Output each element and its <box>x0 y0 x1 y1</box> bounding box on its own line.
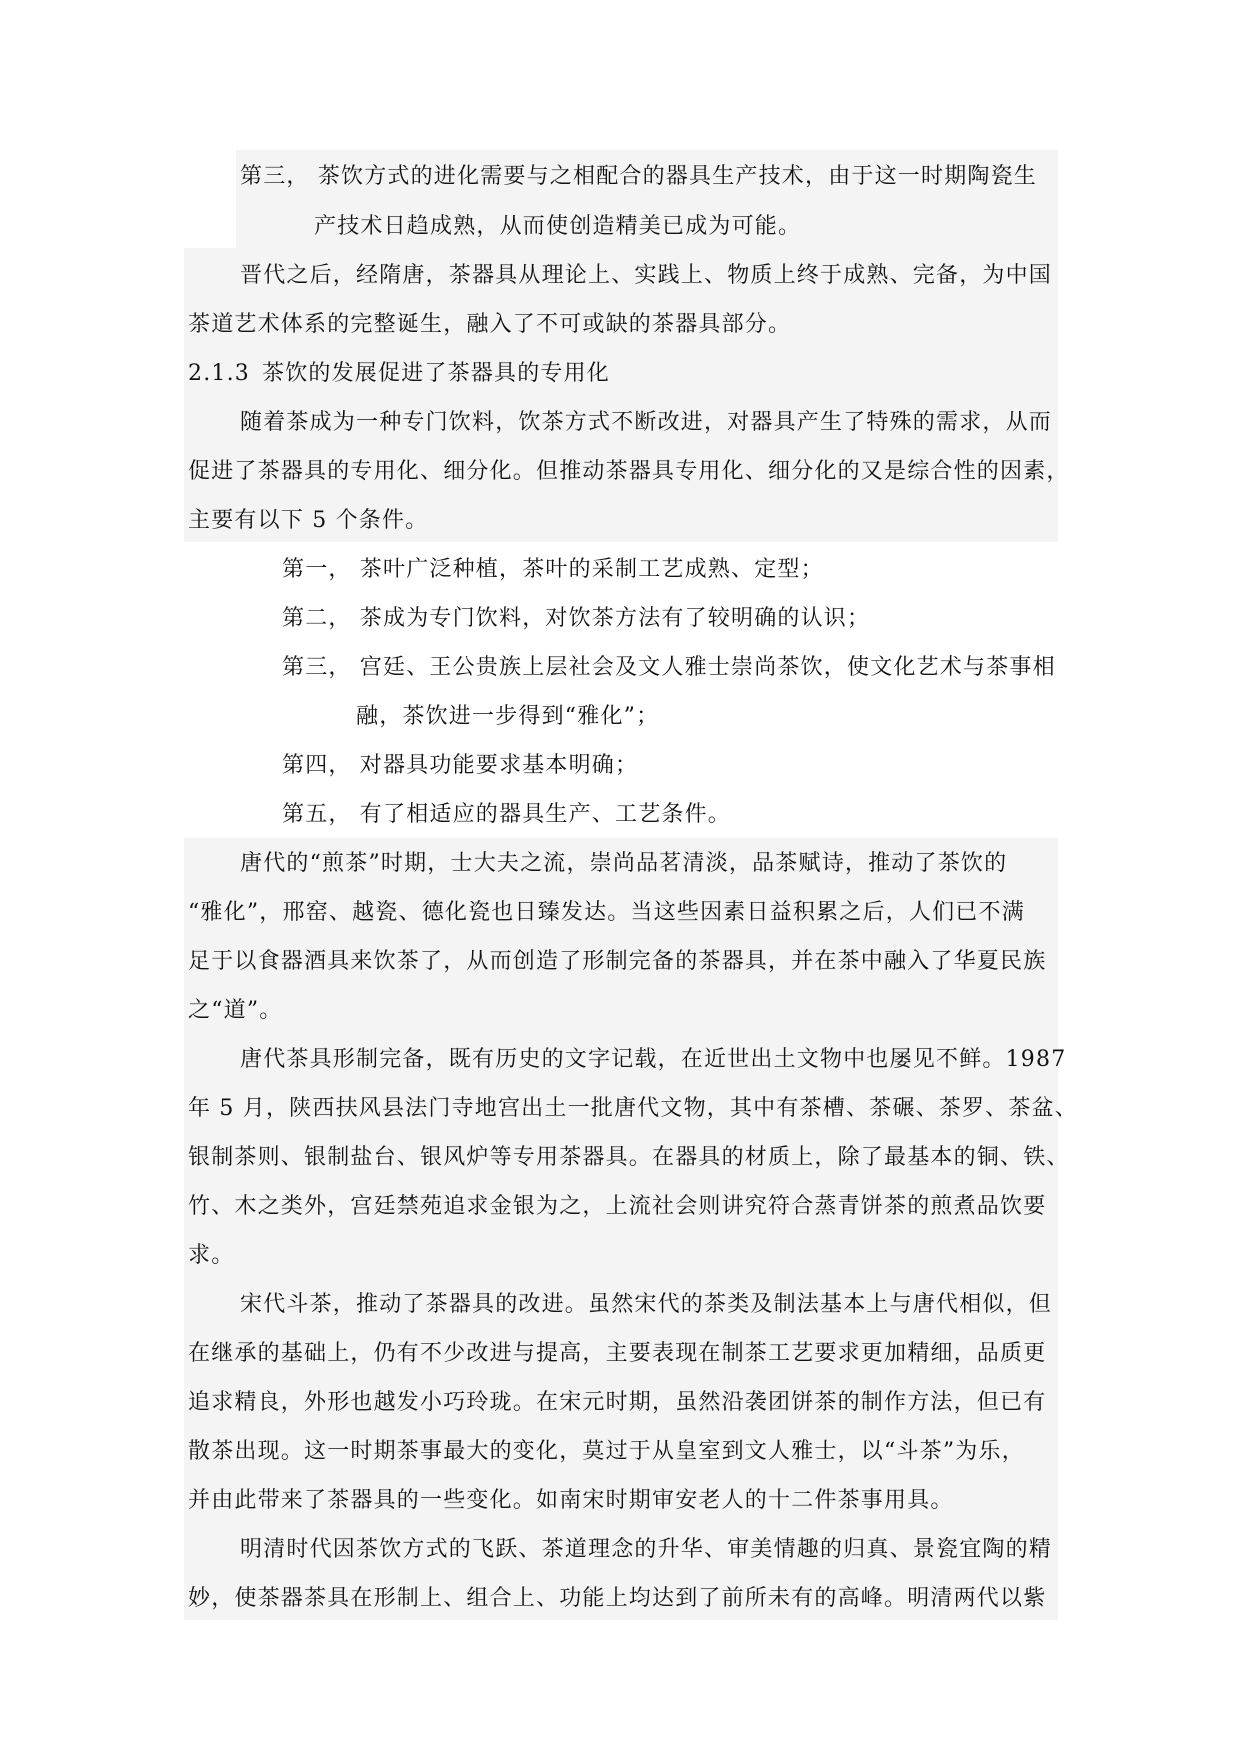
para-tang1-line-3: 足于以食器酒具来饮茶了，从而创造了形制完备的茶器具，并在茶中融入了华夏民族 <box>188 949 1047 974</box>
para-ming-line-2: 妙，使茶器茶具在形制上、组合上、功能上均达到了前所未有的高峰。明清两代以紫 <box>188 1586 1047 1611</box>
section-heading <box>188 361 610 387</box>
para-jin-line-2: 茶道艺术体系的完整诞生，融入了不可或缺的茶器具部分。 <box>188 312 792 337</box>
para-song-line-2: 在继承的基础上，仍有不少改进与提高，主要表现在制茶工艺要求更加精细，品质更 <box>188 1341 1047 1366</box>
condition-item-3-line-2: 融，茶饮进一步得到“雅化”； <box>356 704 660 729</box>
para-tang1-line-4: 之“道”。 <box>188 998 283 1023</box>
para-tang2-line-2: 年 5 月，陕西扶风县法门寺地宫出土一批唐代文物，其中有茶槽、茶碾、茶罗、茶盆、 <box>188 1096 1078 1121</box>
para-song-line-4: 散茶出现。这一时期茶事最大的变化，莫过于从皇室到文人雅士，以“斗茶”为乐， <box>188 1439 1025 1464</box>
condition-item-5: 第五， 有了相适应的器具生产、工艺条件。 <box>282 802 731 827</box>
condition-item-2: 第二， 茶成为专门饮料，对饮茶方法有了较明确的认识； <box>282 606 871 631</box>
para-song-line-5: 并由此带来了茶器具的一些变化。如南宋时期审安老人的十二件茶事用具。 <box>188 1488 954 1513</box>
intro-item-line-1: 第三， 茶饮方式的进化需要与之相配合的器具生产技术，由于这一时期陶瓷生 <box>240 164 1037 189</box>
section-number: 2.1.3 <box>188 361 250 386</box>
para-song-line-1: 宋代斗茶，推动了茶器具的改进。虽然宋代的茶类及制法基本上与唐代相似，但 <box>240 1292 1053 1317</box>
para-song-line-3: 追求精良，外形也越发小巧玲珑。在宋元时期，虽然沿袭团饼茶的制作方法，但已有 <box>188 1390 1047 1415</box>
condition-item-1: 第一， 茶叶广泛种植，茶叶的采制工艺成熟、定型； <box>282 557 824 582</box>
para-tang2-line-3: 银制茶则、银制盐台、银风炉等专用茶器具。在器具的材质上，除了最基本的铜、铁、 <box>188 1145 1070 1170</box>
para-intro-line-2: 促进了茶器具的专用化、细分化。但推动茶器具专用化、细分化的又是综合性的因素， <box>188 459 1070 484</box>
para-tang2-line-1: 唐代茶具形制完备，既有历史的文字记载，在近世出土文物中也屡见不鲜。1987 <box>240 1047 1067 1072</box>
section-title: 茶饮的发展促进了茶器具的专用化 <box>262 361 611 386</box>
para-tang2-line-4: 竹、木之类外，宫廷禁苑追求金银为之，上流社会则讲究符合蒸青饼茶的煎煮品饮要 <box>188 1194 1047 1219</box>
para-intro-line-3: 主要有以下 5 个条件。 <box>188 508 429 533</box>
para-tang1-line-1: 唐代的“煎茶”时期，士大夫之流，崇尚品茗清淡，品茶赋诗，推动了茶饮的 <box>240 851 1008 876</box>
shade-block-2 <box>184 248 1058 542</box>
para-tang2-line-5: 求。 <box>188 1243 235 1268</box>
intro-item-line-2: 产技术日趋成熟，从而使创造精美已成为可能。 <box>314 214 802 239</box>
para-ming-line-1: 明清时代因茶饮方式的飞跃、茶道理念的升华、审美情趣的归真、景瓷宜陶的精 <box>240 1537 1053 1562</box>
condition-item-3-line-1: 第三， 宫廷、王公贵族上层社会及文人雅士崇尚茶饮，使文化艺术与茶事相 <box>282 655 1056 680</box>
para-tang1-line-2: “雅化”，邢窑、越瓷、德化瓷也日臻发达。当这些因素日益积累之后，人们已不满 <box>188 900 1025 925</box>
condition-item-4: 第四， 对器具功能要求基本明确； <box>282 753 639 778</box>
para-jin-line-1: 晋代之后，经隋唐，茶器具从理论上、实践上、物质上终于成熟、完备，为中国 <box>240 263 1053 288</box>
para-intro-line-1: 随着茶成为一种专门饮料，饮茶方式不断改进，对器具产生了特殊的需求，从而 <box>240 410 1053 435</box>
